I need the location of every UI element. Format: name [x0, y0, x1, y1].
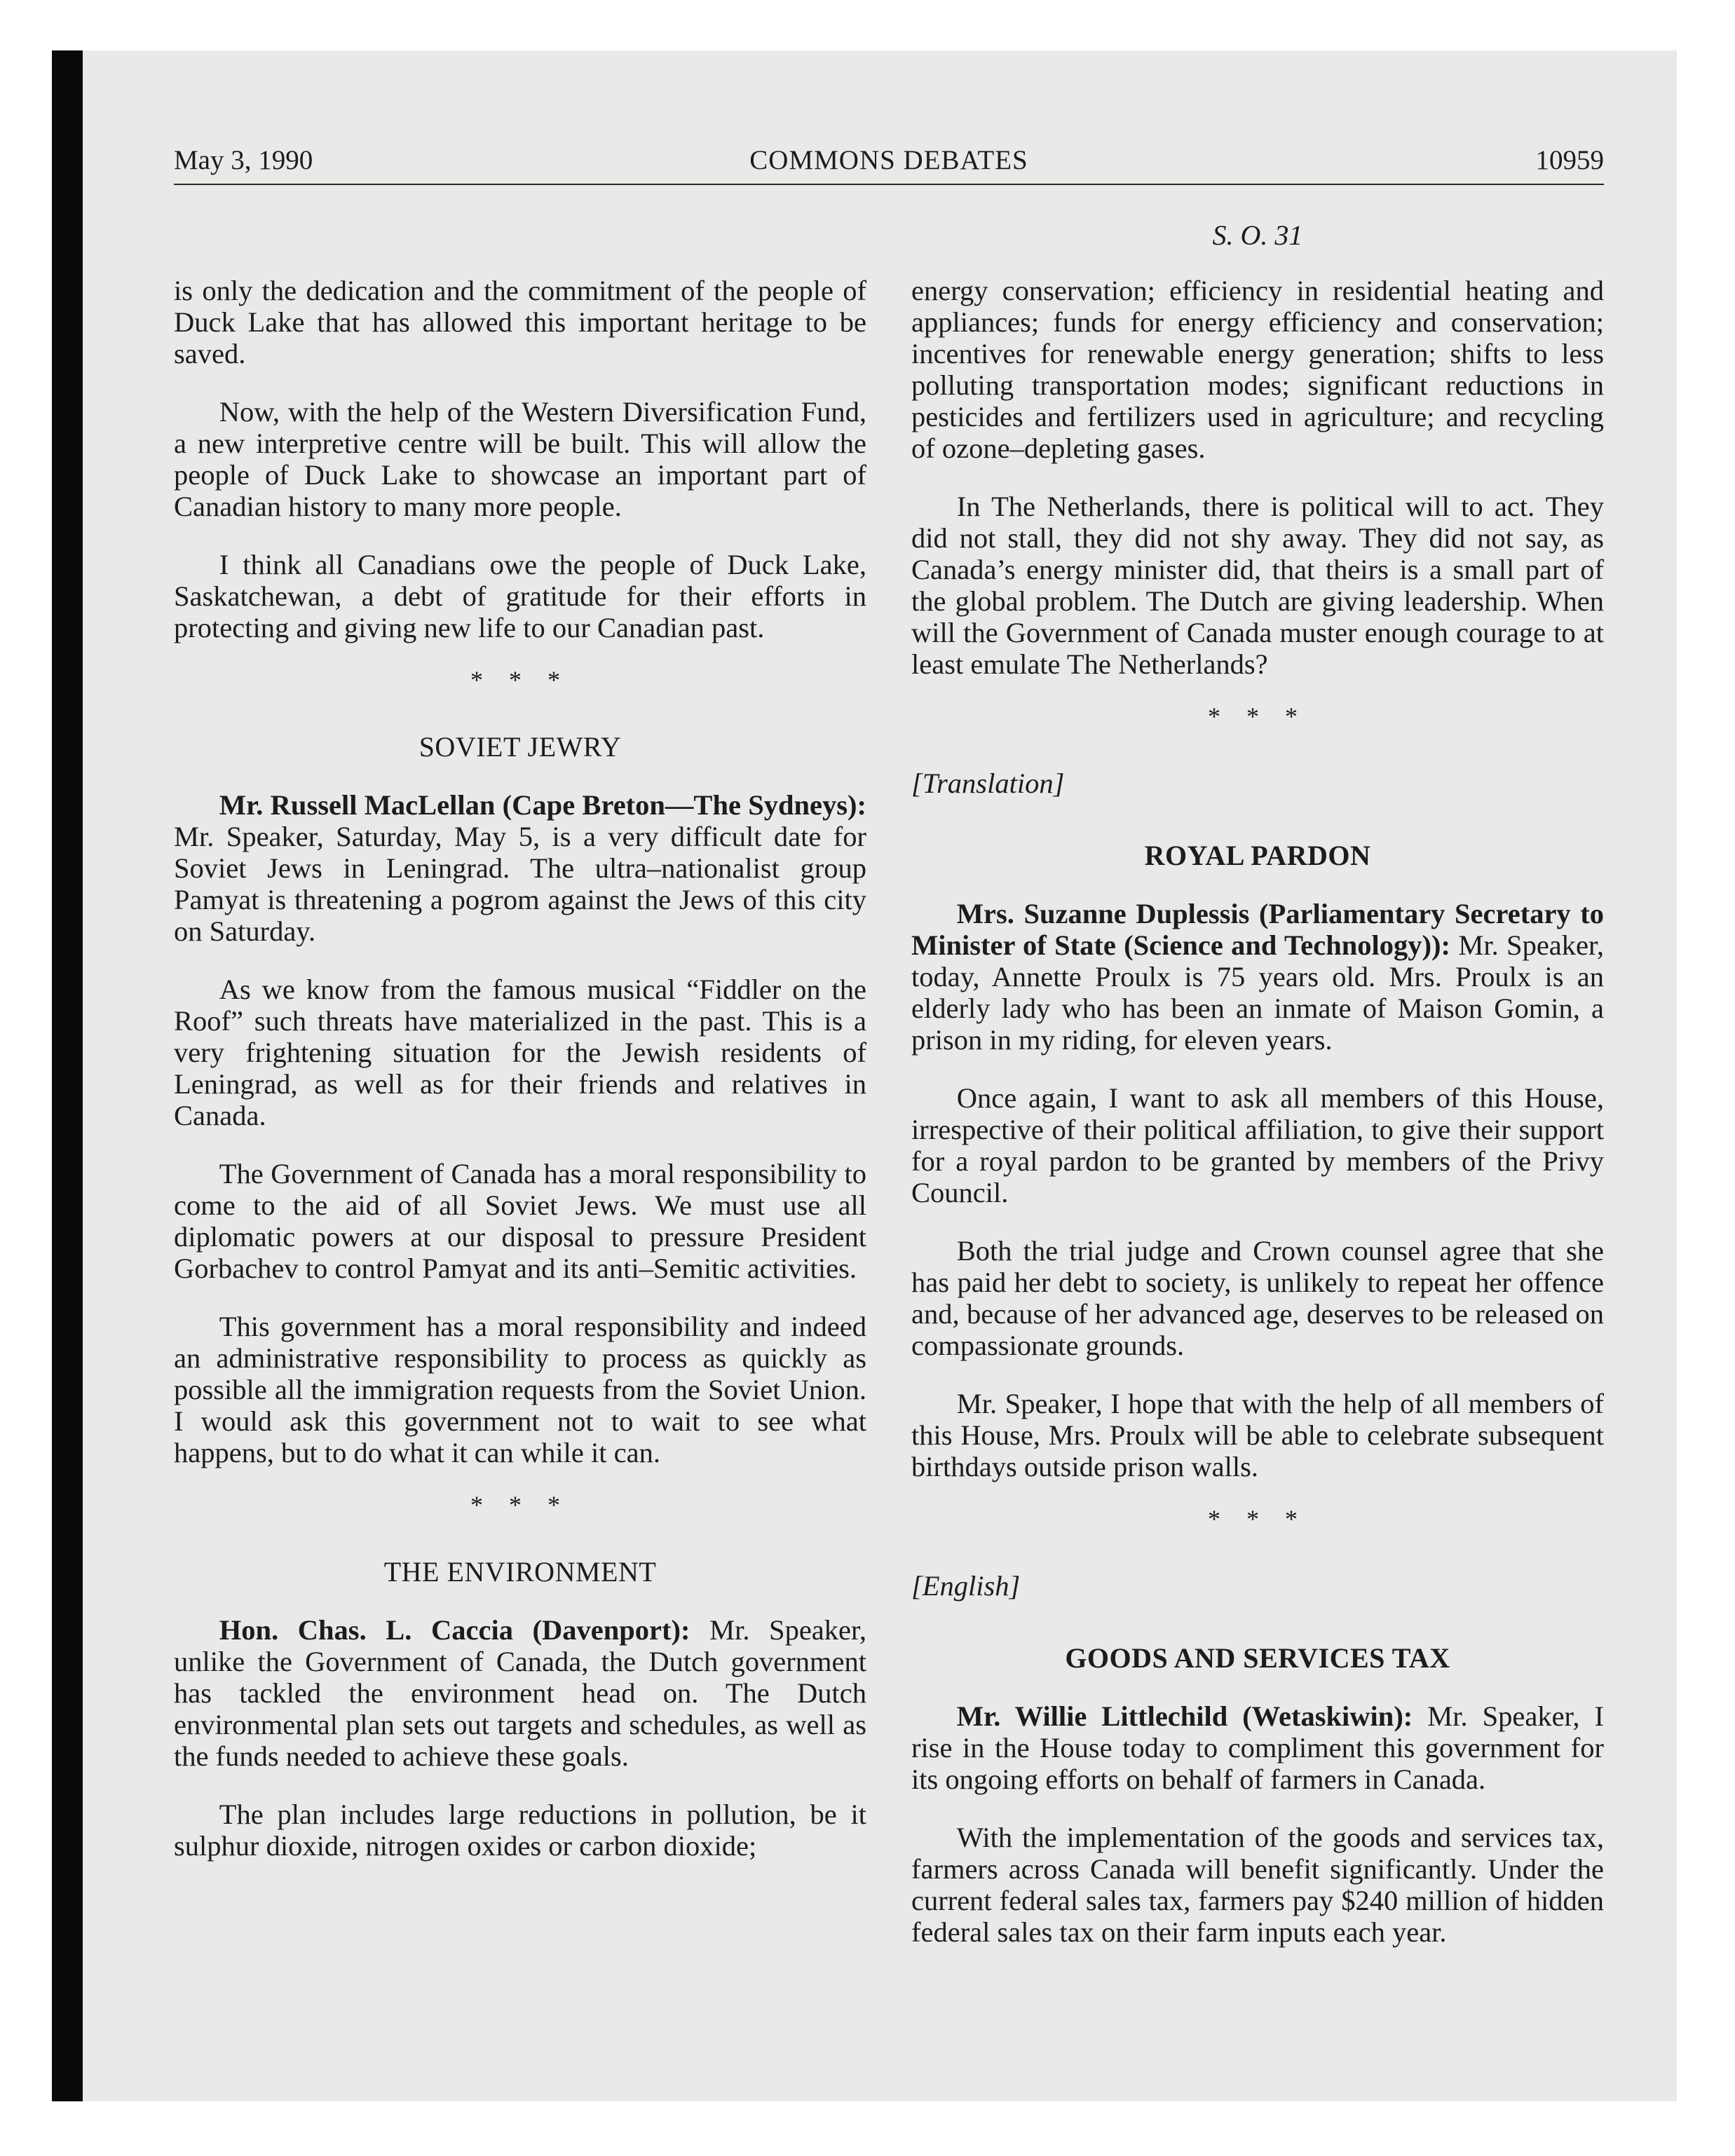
- section-divider: * * *: [470, 1491, 570, 1519]
- paragraph: [911, 1700, 1604, 1795]
- paragraph: In The Netherlands, there is political will to act. They did not stall, they did not shy away. They did not say, as Canada’s energy minister did, that theirs is a small part of the global problem. The Dutch are giving leadership. When will the Government of Canada muster enough courage to at least emulate The Netherlands?: [911, 491, 1604, 680]
- left-column: [174, 275, 866, 1862]
- section-divider: * * *: [1208, 1505, 1307, 1533]
- speaker-name: Mr. Willie Littlechild (Wetaskiwin):: [956, 1700, 1413, 1732]
- section-label: S. O. 31: [1212, 219, 1303, 251]
- speaker-name: Mrs. Suzanne Duplessis (Parliamentary Secretary to Minister of State (Science and Technology)):: [911, 898, 1604, 961]
- speech-text: Mr. Speaker, I rise in the House today to compliment this government for its ongoing efforts on behalf of farmers in Canada.: [911, 1700, 1604, 1795]
- paragraph: Once again, I want to ask all members of this House, irrespective of their political affiliation, to give their support for a royal pardon to be granted by members of the Privy Council.: [911, 1082, 1604, 1208]
- language-tag: [Translation]: [911, 767, 1065, 799]
- speech-text: Mr. Speaker, Saturday, May 5, is a very difficult date for Soviet Jews in Leningrad. The ultra–nationalist group Pamyat is threatening a pogrom against the Jews of this city on Saturday.: [174, 821, 866, 947]
- section-heading: SOVIET JEWRY: [419, 731, 622, 763]
- section-heading: THE ENVIRONMENT: [383, 1556, 657, 1588]
- speech-text: Mr. Speaker, today, Annette Proulx is 75 years old. Mrs. Proulx is an elderly lady who has been an inmate of Maison Gomin, a prison in my riding, for eleven years.: [911, 929, 1604, 1056]
- paragraph: is only the dedication and the commitment of the people of Duck Lake that has allowed this important heritage to be saved.: [174, 275, 866, 369]
- paragraph: Mr. Speaker, I hope that with the help of all members of this House, Mrs. Proulx will be able to celebrate subsequent birthdays outside prison walls.: [911, 1388, 1604, 1482]
- speech-text: Mr. Speaker, unlike the Government of Canada, the Dutch government has tackled the environment head on. The Dutch environmental plan sets out targets and schedules, as well as the funds needed to achieve these goals.: [174, 1614, 866, 1772]
- header-title: COMMONS DEBATES: [749, 145, 1028, 175]
- paragraph: energy conservation; efficiency in residential heating and appliances; funds for energy efficiency and conservation; incentives for renewable energy generation; shifts to less polluting transportation modes; significant reductions in pesticides and fertilizers used in agriculture; and recycling of ozone–depleting gases.: [911, 275, 1604, 464]
- header-date: May 3, 1990: [174, 145, 313, 175]
- section-heading: ROYAL PARDON: [1144, 840, 1371, 871]
- paragraph: The Government of Canada has a moral responsibility to come to the aid of all Soviet Jews. We must use all diplomatic powers at our disposal to pressure President Gorbachev to control Pamyat and its anti–Semitic activities.: [174, 1158, 866, 1284]
- paragraph: Both the trial judge and Crown counsel agree that she has paid her debt to society, is unlikely to repeat her offence and, because of her advanced age, deserves to be released on compassionate grounds.: [911, 1235, 1604, 1361]
- header-page-number: 10959: [1535, 145, 1604, 175]
- page-header: [174, 144, 1604, 186]
- language-tag: [English]: [911, 1570, 1021, 1602]
- speaker-name: Mr. Russell MacLellan (Cape Breton—The Sydneys):: [219, 789, 866, 821]
- paragraph: [174, 1614, 866, 1772]
- paragraph: [911, 898, 1604, 1056]
- header-rule: [174, 184, 1604, 185]
- paragraph: As we know from the famous musical “Fiddler on the Roof” such threats have materialized in the past. This is a very frightening situation for the Jewish residents of Leningrad, as well as for their friends and relatives in Canada.: [174, 974, 866, 1131]
- speaker-name: Hon. Chas. L. Caccia (Davenport):: [219, 1614, 690, 1646]
- section-divider: * * *: [470, 666, 570, 694]
- scan-edge-bar: [52, 50, 83, 2101]
- paragraph: This government has a moral responsibility and indeed an administrative responsibility to process as quickly as possible all the immigration requests from the Soviet Union. I would ask this government not to wait to see what happens, but to do what it can while it can.: [174, 1311, 866, 1468]
- right-column: [911, 275, 1604, 1948]
- section-divider: * * *: [1208, 702, 1307, 730]
- paragraph: [174, 789, 866, 947]
- paragraph: I think all Canadians owe the people of Duck Lake, Saskatchewan, a debt of gratitude for their efforts in protecting and giving new life to our Canadian past.: [174, 549, 866, 643]
- paragraph: Now, with the help of the Western Diversification Fund, a new interpretive centre will be built. This will allow the people of Duck Lake to showcase an important part of Canadian history to many more people.: [174, 396, 866, 522]
- section-heading: GOODS AND SERVICES TAX: [1065, 1642, 1450, 1674]
- paragraph: With the implementation of the goods and services tax, farmers across Canada will benefit significantly. Under the current federal sales tax, farmers pay $240 million of hidden federal sales tax on their farm inputs each year.: [911, 1822, 1604, 1948]
- paragraph: The plan includes large reductions in pollution, be it sulphur dioxide, nitrogen oxides or carbon dioxide;: [174, 1799, 866, 1862]
